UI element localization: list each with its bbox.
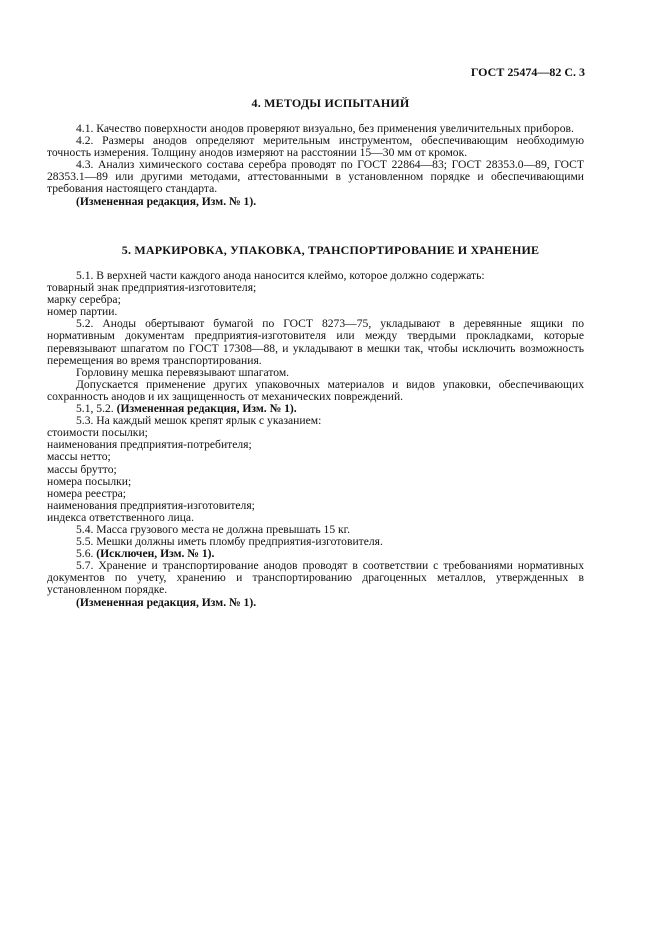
list-item: наименования предприятия-потребителя; [47, 438, 252, 452]
excluded-note: (Исключен, Изм. № 1). [96, 547, 215, 561]
paragraph-4-1: 4.1. Качество поверхности анодов проверяют визуально, без применения увеличительных приборов. [76, 122, 574, 135]
amendment-text: (Измененная редакция, Изм. № 1). [76, 194, 257, 208]
list-item: марку серебра; [47, 293, 121, 307]
paragraph-5-4: 5.4. Масса грузового места не должна превышать 15 кг. [76, 522, 350, 536]
paragraph-4-3: 4.3. Анализ химического состава серебра проводят по ГОСТ 22864—83; ГОСТ 28353.0—89, ГОСТ 28353.1—89 или другими методами, аттестованными в установленном порядке и обеспечивающими требования настоящего стандарта. [47, 158, 584, 196]
paragraph-5-5: 5.5. Мешки должны иметь пломбу предприятия-изготовителя. [76, 535, 383, 549]
page-header: ГОСТ 25474—82 С. 3 [470, 65, 585, 79]
paragraph-5-1: 5.1. В верхней части каждого анода наносится клеймо, которое должно содержать: [76, 269, 485, 282]
list-item: индекса ответственного лица. [47, 510, 194, 524]
paragraph-5-7: 5.7. Хранение и транспортирование анодов проводят в соответствии с требованиями нормативных документов по учету, хранению и транспортированию драгоценных металлов, утвержденных в установленном порядке. [47, 559, 584, 597]
list-item: стоимости посылки; [47, 426, 148, 440]
amendment-text: (Измененная редакция, Изм. № 1). [116, 402, 297, 416]
clause-ref: 5.1, 5.2. [76, 402, 114, 416]
paragraph-5-2: 5.2. Аноды обертывают бумагой по ГОСТ 8273—75, укладывают в деревянные ящики по нормативным документам предприятия-изготовителя или между твердыми прокладками, которые перевязывают шпагатом по ГОСТ 17308—88, и укладывают в мешки так, чтобы исключить возможность перемещения во время транспортирования. [47, 317, 584, 367]
section-4-title: 4. МЕТОДЫ ИСПЫТАНИЙ [251, 96, 410, 110]
list-item: номера реестра; [47, 486, 126, 500]
clause-ref: 5.6. [76, 547, 94, 561]
section-5-body [47, 270, 584, 609]
list-item: товарный знак предприятия-изготовителя; [47, 281, 257, 295]
amendment-note-4 [47, 196, 584, 208]
list-item: массы нетто; [47, 450, 111, 464]
amendment-note-5-7 [47, 597, 584, 609]
list-item: наименования предприятия-изготовителя; [47, 498, 255, 512]
paragraph-5-2-neck: Горловину мешка перевязывают шпагатом. [76, 365, 290, 379]
paragraph-5-2-allow: Допускается применение других упаковочных материалов и видов упаковки, обеспечивающих сохранность анодов и их защищенность от механических повреждений. [47, 377, 584, 403]
section-4-body [47, 123, 584, 208]
list-item: номера посылки; [47, 474, 132, 488]
paragraph-5-3: 5.3. На каждый мешок крепят ярлык с указанием: [76, 414, 322, 428]
list-item: номер партии. [47, 305, 118, 319]
paragraph-4-2: 4.2. Размеры анодов определяют мерительным инструментом, обеспечивающим необходимую точность измерения. Толщину анодов измеряют на расстоянии 15—30 мм от кромок. [47, 134, 584, 160]
list-item: массы брутто; [47, 462, 117, 476]
amendment-text: (Измененная редакция, Изм. № 1). [76, 595, 257, 609]
section-5-title: 5. МАРКИРОВКА, УПАКОВКА, ТРАНСПОРТИРОВАНИЕ И ХРАНЕНИЕ [121, 243, 540, 257]
